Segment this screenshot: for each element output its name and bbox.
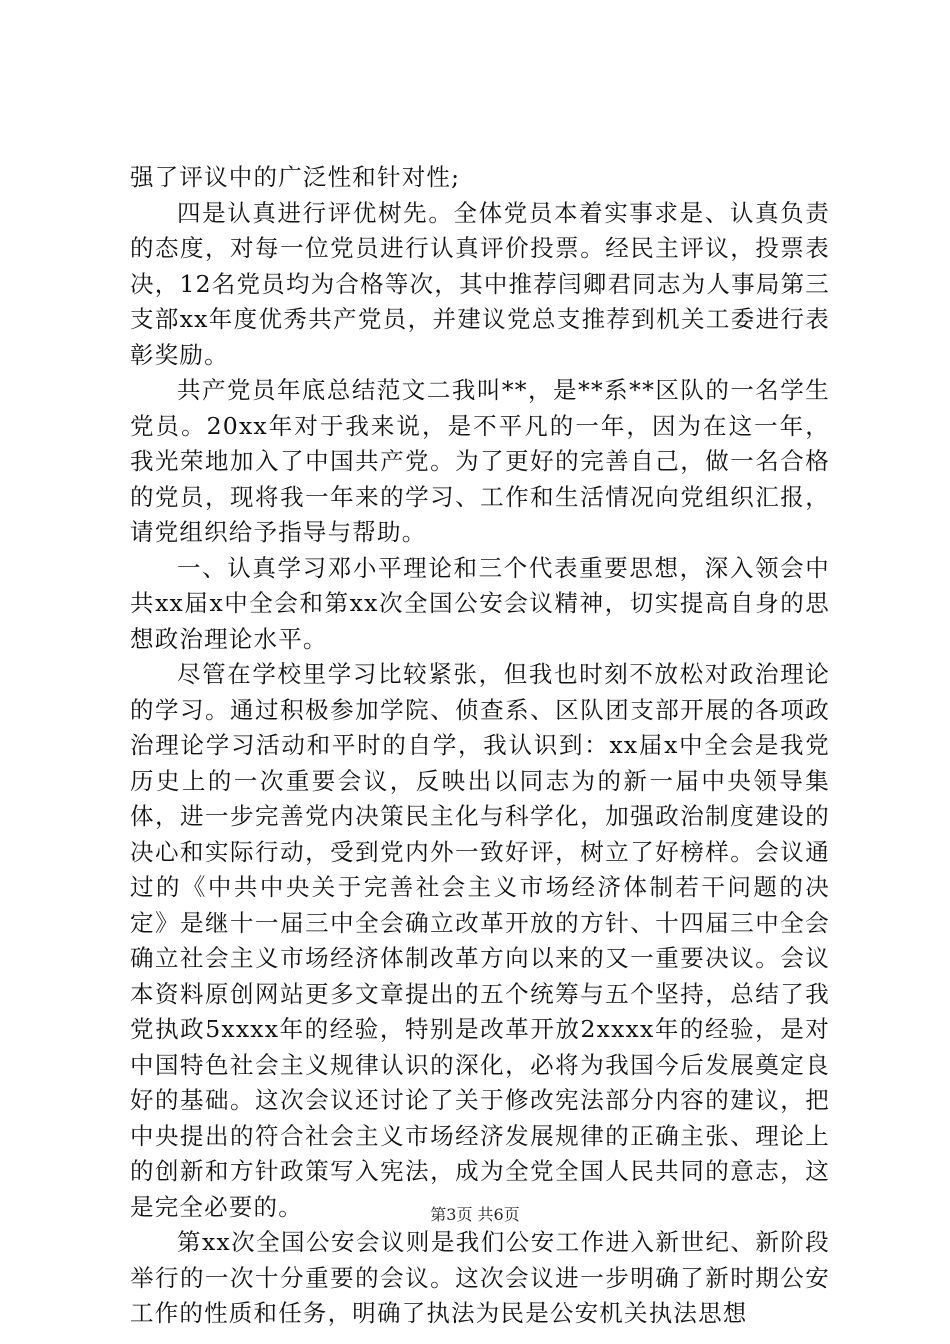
paragraph-section-heading: 一、认真学习邓小平理论和三个代表重要思想，深入领会中共xx届x中全会和第xx次全国公安会议精神，切实提高自身的思想政治理论水平。: [130, 553, 830, 653]
paragraph-summary-intro: 共产党员年底总结范文二我叫**，是**系**区队的一名学生党员。20xx年对于我来说，是不平凡的一年，因为在这一年，我光荣地加入了中国共产党。为了更好的完善自己，做一名合格的党员，现将我一年来的学习、工作和生活情况向党组织汇报，请党组织给予指导与帮助。: [130, 376, 830, 546]
paragraph-continuation: 强了评议中的广泛性和针对性;: [130, 163, 461, 191]
page-number: 第3页 共6页: [430, 1205, 520, 1224]
paragraph-evaluation: 四是认真进行评优树先。全体党员本着实事求是、认真负责的态度，对每一位党员进行认真评价投票。经民主评议，投票表决，12名党员均为合格等次，其中推荐闫卿君同志为人事局第三支部xx年度优秀共产党员，并建议党总支推荐到机关工委进行表彰奖励。: [130, 198, 830, 369]
document-body: [130, 160, 830, 1332]
paragraph-theory-study: 尽管在学校里学习比较紧张，但我也时刻不放松对政治理论的学习。通过积极参加学院、侦查系、区队团支部开展的各项政治理论学习活动和平时的自学，我认识到：xx届x中全会是我党历史上的一次重要会议，反映出以同志为的新一届中央领导集体，进一步完善党内决策民主化与科学化，加强政治制度建设的决心和实际行动，受到党内外一致好评，树立了好榜样。会议通过的《中共中央关于完善社会主义市场经济体制若干问题的决定》是继十一届三中全会确立改革开放的方针、十四届三中全会确立社会主义市场经济体制改革方向以来的又一重要决议。会议本资料原创网站更多文章提出的五个统筹与五个坚持，总结了我党执政5xxxx年的经验，特别是改革开放2xxxx年的经验，是对中国特色社会主义规律认识的深化，必将为我国今后发展奠定良好的基础。这次会议还讨论了关于修改宪法部分内容的建议，把中央提出的符合社会主义市场经济发展规律的正确主张、理论上的创新和方针政策写入宪法，成为全党全国人民共同的意志，这是完全必要的。: [130, 660, 830, 1221]
paragraph-police-conference: 第xx次全国公安会议则是我们公安工作进入新世纪、新阶段举行的一次十分重要的会议。这次会议进一步明确了新时期公安工作的性质和任务，明确了执法为民是公安机关执法思想: [130, 1228, 830, 1327]
